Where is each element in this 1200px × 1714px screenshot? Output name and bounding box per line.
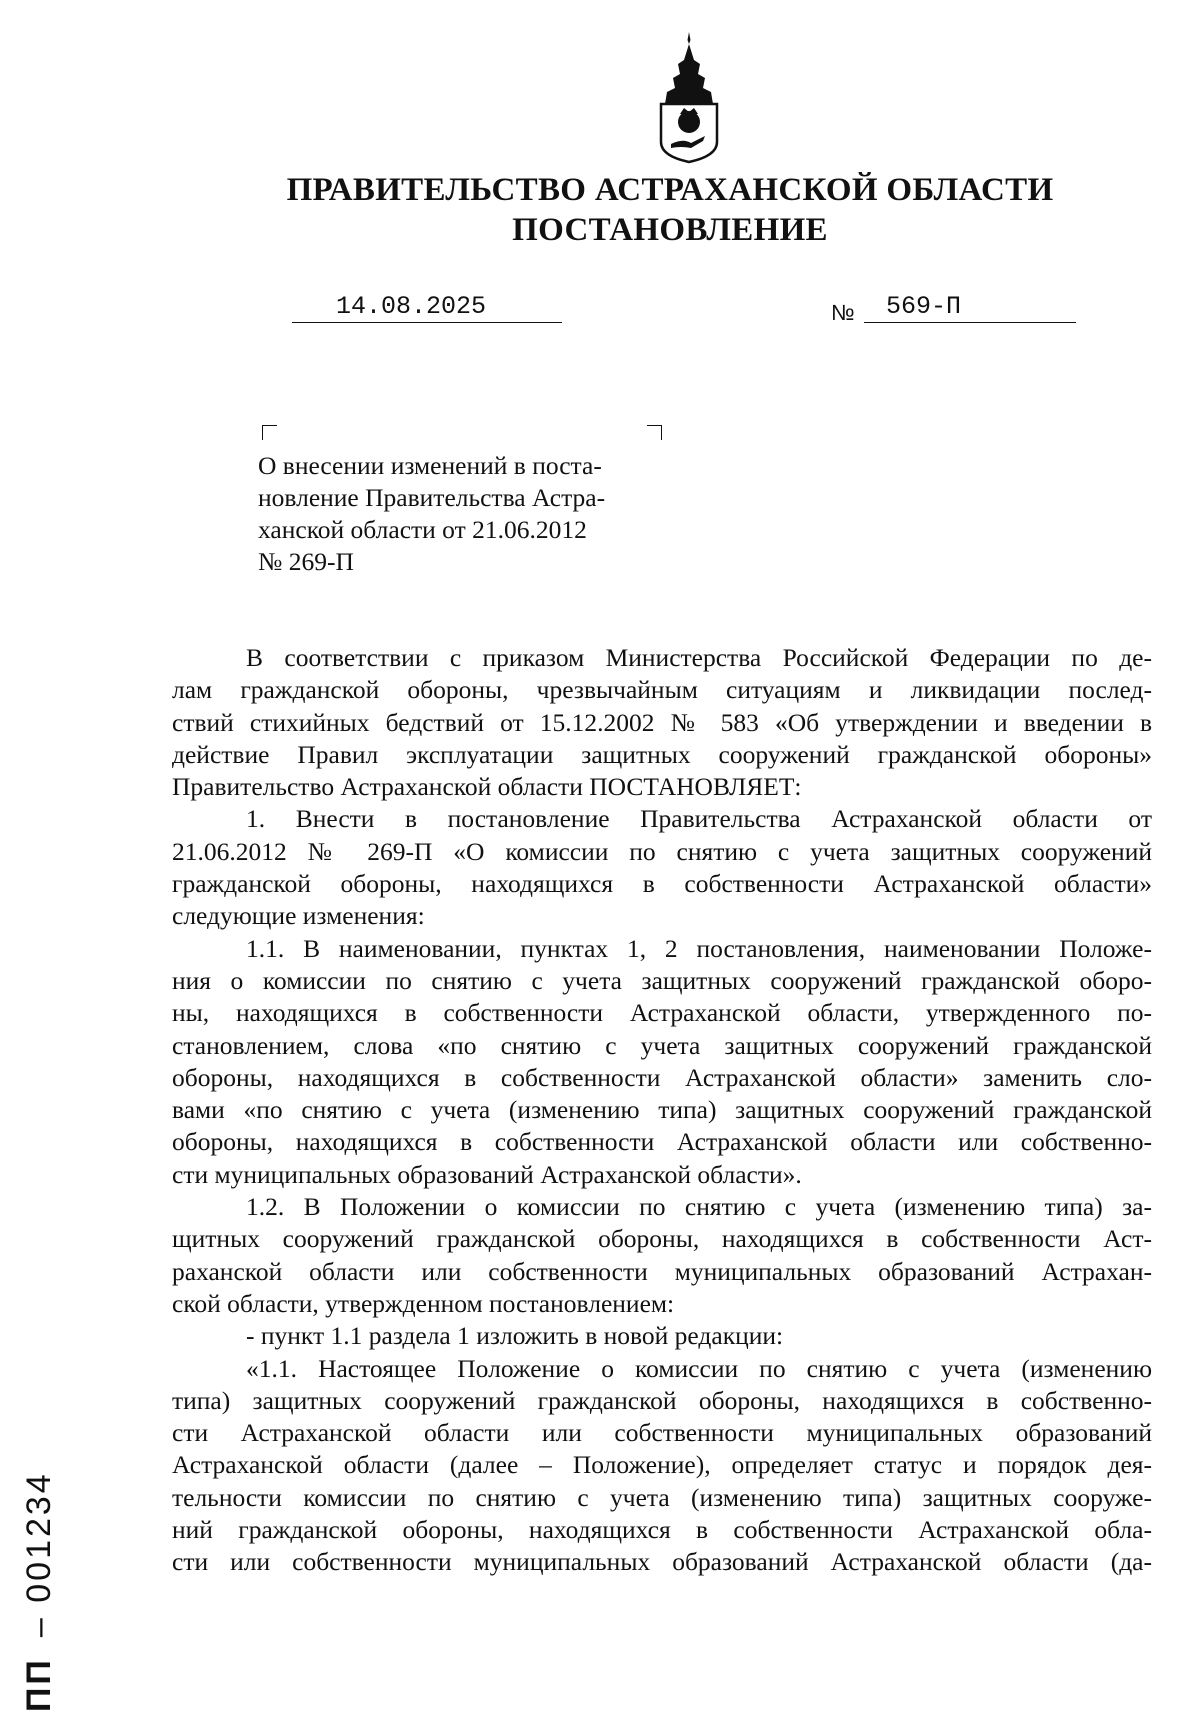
document-date: 14.08.2025 [336,292,487,321]
subject-line: О внесении изменений в поста- [258,451,602,480]
body-line: ствий стихийных бедствий от 15.12.2002 № 583 «Об утверждении и введении в [172,707,1152,737]
body-line: обороны, находящихся в собственности Астраханской области» заменить сло- [172,1062,1152,1092]
body-line: типа) защитных сооружений гражданской обороны, находящихся в собственно- [172,1385,1152,1415]
serial-number: 001234 [20,1471,58,1603]
body-line: сти муниципальных образований Астраханской области». [172,1159,802,1189]
number-sign: № [831,300,855,325]
body-line: 1.2. В Положении о комиссии по снятию с учета (изменению типа) за- [246,1192,1152,1222]
serial-series: ПП [20,1657,58,1712]
body-line: следующие изменения: [172,901,425,931]
body-line: гражданской обороны, находящихся в собственности Астраханской области» [172,869,1152,899]
body-line: ской области, утвержденном постановлением: [172,1288,675,1318]
body-line: ны, находящихся в собственности Астраханской области, утвержденного по- [172,998,1152,1028]
body-line: вами «по снятию с учета (изменению типа) защитных сооружений гражданской [172,1095,1152,1125]
body-line: тельности комиссии по снятию с учета (изменению типа) защитных сооруже- [172,1482,1152,1512]
body-line: - пункт 1.1 раздела 1 изложить в новой редакции: [246,1321,784,1351]
body-line: сти или собственности муниципальных образований Астраханской области (да- [172,1547,1152,1577]
serial-stamp [20,1471,59,1712]
body-line: В соответствии с приказом Министерства Российской Федерации по де- [246,643,1152,672]
government-title: ПРАВИТЕЛЬСТВО АСТРАХАНСКОЙ ОБЛАСТИ [286,172,1054,208]
body-line: обороны, находящихся в собственности Астраханской области или собственно- [172,1127,1152,1157]
body-line: Астраханской области (далее – Положение), определяет статус и порядок дея- [172,1450,1152,1480]
body-line: 21.06.2012 № 269-П «О комиссии по снятию с учета защитных сооружений [172,836,1152,866]
body-line: «1.1. Настоящее Положение о комиссии по снятию с учета (изменению [246,1353,1152,1383]
body-line: 1.1. В наименовании, пунктах 1, 2 постановления, наименовании Положе- [246,933,1152,963]
serial-dash: – [20,1615,58,1638]
subject-line: № 269-П [258,547,354,576]
body-text [172,642,1152,1579]
body-line: действие Правил эксплуатации защитных сооружений гражданской обороны» [172,739,1152,769]
body-line: Правительство Астраханской области ПОСТАНОВЛЯЕТ: [172,772,802,802]
body-line: раханской области или собственности муниципальных образований Астрахан- [172,1256,1152,1286]
coat-of-arms-icon [653,30,725,165]
subject-corner-left [262,425,277,440]
date-field [292,292,562,323]
document-number: 569-П [886,292,962,321]
body-line: 1. Внести в постановление Правительства Астраханской области от [246,804,1152,834]
body-line: ния о комиссии по снятию с учета защитных сооружений гражданской оборо- [172,965,1152,995]
body-line: становлением, слова «по снятию с учета защитных сооружений гражданской [172,1030,1152,1060]
subject-block [258,450,650,578]
subject-line: новление Правительства Астра- [258,483,606,512]
body-line: лам гражданской обороны, чрезвычайным ситуациям и ликвидации послед- [172,675,1152,705]
body-line: щитных сооружений гражданской обороны, находящихся в собственности Аст- [172,1224,1152,1254]
body-line: сти Астраханской области или собственности муниципальных образований [172,1418,1152,1448]
document-type: ПОСТАНОВЛЕНИЕ [512,212,828,248]
subject-line: ханской области от 21.06.2012 [258,515,587,544]
number-field [864,292,1076,323]
subject-corner-right [647,425,662,440]
body-line: ний гражданской обороны, находящихся в собственности Астраханской обла- [172,1515,1152,1545]
